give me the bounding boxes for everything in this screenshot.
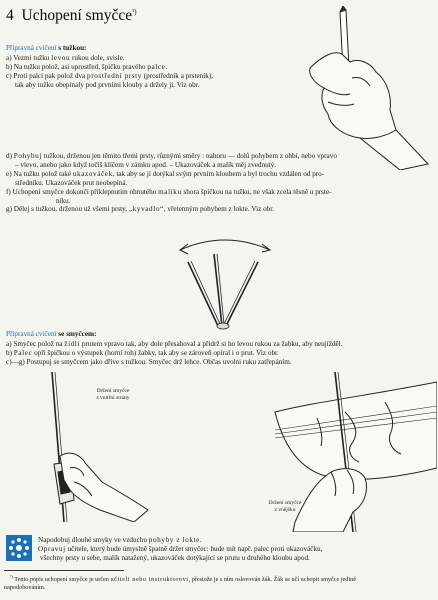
bottom-line-2: Opravuj učitele, který bude úmyslně špatně držet smyčec: bude mít např. palec proti ukazováčku, — [38, 544, 323, 553]
snowflake-ornament-icon — [6, 535, 32, 561]
pencil-item-b: b) Na tužku polož, asi uprostřed, špičku pravého palce. — [6, 62, 168, 71]
caption-inner: Držení smyčce s vnitřní strany — [96, 388, 130, 401]
pendulum-motion-illustration — [170, 222, 280, 332]
bow-item-c: c)—g) Postupuj se smyčcem jako dříve s tužkou. Smyčec drž lehce. Občas uvolni ruku zatřepáním. — [6, 357, 292, 366]
bottom-line-3: všechny prsty u sebe, malík natažený, ukazováček dotýkající se prutu u druhého kloubu apod. — [40, 553, 310, 562]
footnote: $^{^1)}$ Tento popis uchopení smyčce je určen učiteli nebo instruktorovi, přestože je s ním oslovován žák. Žák se učí uchopit smyčce jedině napodobováním. — [4, 574, 356, 591]
chapter-title: Uchopení smyčce — [21, 7, 133, 24]
bow-item-b: b) Palec opři špičkou o výstupek (horní roh) žabky, tak aby se zároveň opíral i o prut. Viz obr. — [6, 348, 279, 357]
chapter-number: 4 — [6, 7, 14, 24]
bow-item-a: a) Smyčec polož na židli prutem vpravo tak, aby dole přesahoval a přidrž si ho levou rukou za žabku, aby neujížděl. — [6, 339, 343, 348]
move-item-f-cont: níku. — [56, 196, 71, 205]
bottom-line-1: Napodobuj dlouhé smyky ve vzduchu pohyby z lokte. — [38, 536, 202, 544]
pencil-item-c: c) Proti palci pak polož dva prostřední prsty (prostředník a prsteník), — [6, 71, 214, 80]
move-item-g: g) Dělej s tužkou, drženou už všemi prsty, „kyvadlo“, vřetenným pohybem z lokte. Viz obr. — [6, 205, 275, 214]
move-item-e: e) Na tužku polož také ukazováček, tak aby se jí dotýkal svým prvním kloubem a byl trochu vzdálen od pro- — [6, 169, 325, 178]
pencil-item-c-cont: tak aby tužku obepínaly pod prvními klouby a držely ji. Viz obr. — [15, 80, 200, 89]
pencil-heading: Přípravná cvičení s tužkou: — [6, 44, 87, 52]
pencil-section — [6, 44, 306, 90]
move-item-e-cont: středníku. Ukazováček prut neobepíná. — [15, 178, 128, 187]
bow-heading: Přípravná cvičení se smyčcem: — [6, 330, 97, 338]
hand-holding-pencil-illustration — [300, 6, 436, 170]
footnote-mark: ¹) — [132, 7, 137, 16]
move-item-d-cont: – vlevo, anebo jako když točíš klíčem v zámku apod. – Ukazováček a malík měj zvednutý. — [15, 160, 277, 169]
caption-outer: Držení smyčce z vnějšku — [268, 500, 302, 513]
pencil-item-a: a) Vezmi tužku levou rukou dole, svisle. — [6, 53, 125, 62]
footnote-rule — [4, 570, 124, 571]
move-item-f: f) Uchopení smyčce dokonči přiklepnutím ohnutého malíku shora špičkou na tužku, ne však zcela těsně u prste- — [6, 187, 332, 196]
bow-section — [6, 330, 436, 367]
move-item-d: d) Pohybuj tužkou, drženou jen těmito třemi prsty, různými směry : nahoru — dolů pohybem z ohbí, nebo vpravo — [6, 152, 337, 160]
bottom-exercise — [38, 536, 436, 563]
page-title — [6, 7, 137, 25]
pencil-movement-section — [6, 152, 436, 214]
